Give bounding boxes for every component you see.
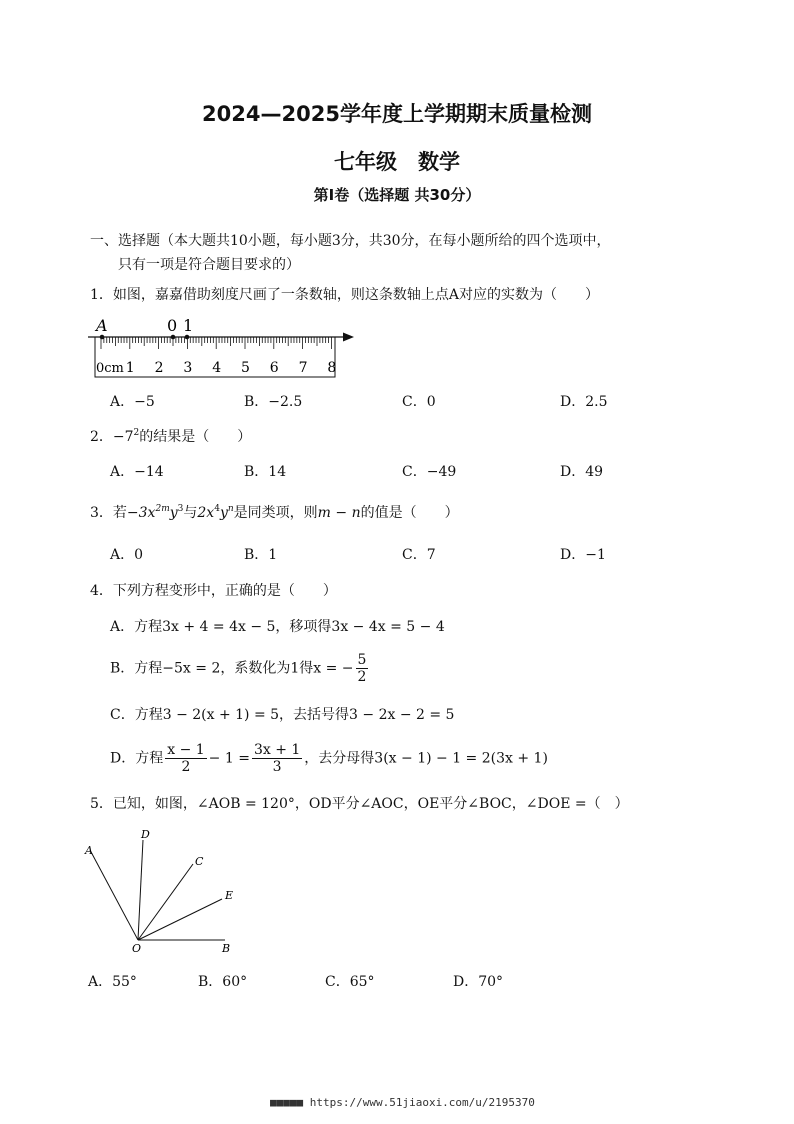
label-c: C bbox=[195, 855, 204, 868]
ruler-number: 2 bbox=[154, 360, 164, 376]
label-o: O bbox=[132, 942, 142, 955]
question-3-text bbox=[90, 504, 459, 522]
q5-option-d[interactable]: D．70° bbox=[453, 974, 504, 990]
q2-option-c[interactable]: C．−49 bbox=[402, 464, 457, 480]
label-d: D bbox=[141, 828, 150, 841]
q2-option-b[interactable]: B．14 bbox=[244, 464, 287, 480]
q4-option-c[interactable]: C．方程3 − 2(x + 1) = 5，去括号得3 − 2x − 2 = 5 bbox=[110, 707, 455, 723]
q4-option-a[interactable]: A．方程3x + 4 = 4x − 5，移项得3x − 4x = 5 − 4 bbox=[110, 619, 445, 635]
q2-text-pre: 2．−7 bbox=[90, 429, 134, 445]
ruler-ticks bbox=[101, 337, 331, 349]
q4-b-numerator: 5 bbox=[357, 652, 367, 668]
ruler-number-line-figure bbox=[84, 313, 364, 381]
question-2-text bbox=[90, 428, 251, 446]
ruler-number: 8 bbox=[327, 360, 337, 376]
question-1-text: 1．如图，嘉嘉借助刻度尺画了一条数轴，则这条数轴上点A对应的实数为（ ） bbox=[90, 287, 600, 303]
q4-d-middle: − 1 = bbox=[208, 750, 250, 767]
ruler-cm-label: 0cm bbox=[96, 361, 124, 376]
q3-expression: m − n bbox=[317, 505, 361, 521]
label-a: A bbox=[85, 844, 93, 857]
ray-oa bbox=[90, 850, 138, 940]
ruler-number: 5 bbox=[241, 360, 250, 376]
q4-d-prefix: D．方程 bbox=[110, 750, 164, 767]
q3-term1-exp: 2m bbox=[155, 504, 170, 514]
q3-term1: −3x bbox=[126, 505, 156, 521]
ruler-numbers bbox=[126, 360, 337, 376]
q4-d-numerator-1: x − 1 bbox=[167, 742, 205, 758]
exam-title: 2024—2025学年度上学期期末质量检测 bbox=[202, 102, 592, 126]
label-e: E bbox=[225, 889, 234, 902]
number-line-arrow-icon bbox=[343, 333, 354, 342]
q2-text-post: 的结果是（ ） bbox=[139, 429, 252, 445]
q4-d-numerator-2: 3x + 1 bbox=[253, 742, 301, 758]
q3-prefix: 3．若 bbox=[90, 505, 127, 521]
q3-mid: 与 bbox=[183, 505, 198, 521]
q4-b-fraction bbox=[356, 652, 369, 685]
section-instructions-line2: 只有一项是符合题目要求的） bbox=[118, 257, 300, 273]
section-instructions-line1: 一、选择题（本大题共10小题，每小题3分，共30分，在每小题所给的四个选项中， bbox=[90, 233, 611, 249]
q2-option-a[interactable]: A．−14 bbox=[110, 464, 164, 480]
ray-oe bbox=[138, 899, 222, 940]
q3-term2-y-exp: n bbox=[227, 504, 234, 514]
point-a-label: A bbox=[96, 316, 108, 335]
q1-option-a[interactable]: A．−5 bbox=[110, 394, 155, 410]
q3-option-d[interactable]: D．−1 bbox=[560, 547, 606, 563]
q4-option-d[interactable] bbox=[110, 742, 548, 775]
ruler-number: 4 bbox=[212, 360, 222, 376]
q4-d-denominator-2: 3 bbox=[272, 759, 282, 775]
q3-option-b[interactable]: B．1 bbox=[244, 547, 278, 563]
ray-od bbox=[138, 840, 143, 940]
ruler-number: 1 bbox=[125, 360, 135, 376]
q1-option-b[interactable]: B．−2.5 bbox=[244, 394, 303, 410]
q1-option-d[interactable]: D．2.5 bbox=[560, 394, 608, 410]
q5-option-c[interactable]: C．65° bbox=[325, 974, 375, 990]
q2-exponent: 2 bbox=[133, 428, 140, 438]
q3-option-a[interactable]: A．0 bbox=[110, 547, 144, 563]
q3-term2: 2x bbox=[197, 505, 215, 521]
q5-option-a[interactable]: A．55° bbox=[88, 974, 137, 990]
question-4-text: 4．下列方程变形中，正确的是（ ） bbox=[90, 583, 337, 599]
ray-oc bbox=[138, 864, 193, 940]
q4-option-b[interactable] bbox=[110, 652, 370, 685]
ruler-number: 6 bbox=[269, 360, 279, 376]
point-zero-label: 0 bbox=[167, 316, 178, 335]
q3-mid2: 是同类项，则 bbox=[233, 505, 318, 521]
footer-watermark-link[interactable]: ■■■■■ https://www.51jiaoxi.com/u/2195370 bbox=[270, 1096, 535, 1109]
question-5-text: 5．已知，如图，∠AOB = 120°，OD平分∠AOC，OE平分∠BOC，∠DOE =（ ） bbox=[90, 796, 629, 812]
q2-option-d[interactable]: D．49 bbox=[560, 464, 604, 480]
ruler-number: 3 bbox=[183, 360, 193, 376]
q3-term1-y: y bbox=[169, 505, 178, 521]
q3-suffix: 的值是（ ） bbox=[360, 505, 459, 521]
q4-d-fraction-2 bbox=[252, 742, 302, 775]
q3-term1-y-exp: 3 bbox=[177, 504, 184, 514]
q5-option-b[interactable]: B．60° bbox=[198, 974, 248, 990]
q3-term2-exp: 4 bbox=[214, 504, 220, 514]
part-heading: 第Ⅰ卷（选择题 共30分） bbox=[313, 186, 481, 204]
q3-term2-y: y bbox=[219, 505, 228, 521]
grade-subject: 七年级 数学 bbox=[334, 150, 460, 174]
q4-d-denominator-1: 2 bbox=[181, 759, 191, 775]
angle-figure bbox=[80, 826, 250, 956]
point-one-label: 1 bbox=[183, 316, 194, 335]
q4-b-text: B．方程−5x = 2，系数化为1得x = − bbox=[110, 660, 354, 677]
q4-d-suffix: ，去分母得3(x − 1) − 1 = 2(3x + 1) bbox=[304, 750, 548, 767]
q3-option-c[interactable]: C．7 bbox=[402, 547, 436, 563]
ruler-number: 7 bbox=[298, 360, 308, 376]
label-b: B bbox=[222, 942, 231, 955]
q4-b-denominator: 2 bbox=[357, 669, 367, 685]
q4-d-fraction-1 bbox=[165, 742, 206, 775]
q1-option-c[interactable]: C．0 bbox=[402, 394, 436, 410]
